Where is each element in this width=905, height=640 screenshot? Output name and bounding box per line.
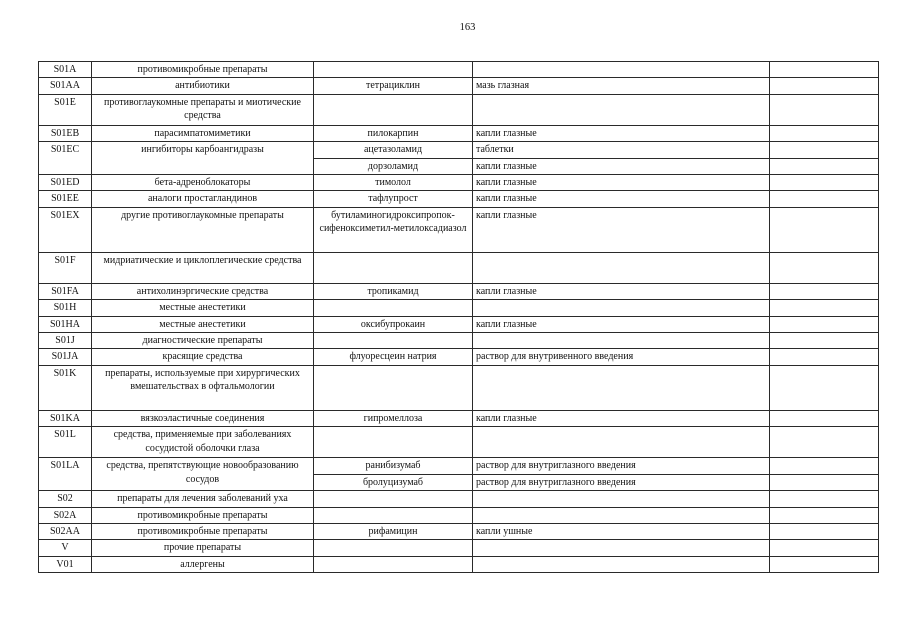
group-name-cell: другие противоглаукомные препараты — [92, 207, 314, 252]
atc-code-cell: S01ED — [39, 175, 92, 191]
inn-cell — [314, 62, 473, 78]
dosage-form-cell — [473, 252, 770, 283]
inn-cell — [314, 333, 473, 349]
inn-cell — [314, 252, 473, 283]
table-row — [39, 283, 879, 299]
dosage-form-cell: таблетки — [473, 142, 770, 158]
empty-cell — [770, 427, 879, 458]
table-row — [39, 349, 879, 365]
inn-cell: ранибизумаб — [314, 458, 473, 474]
group-name-cell: противомикробные препараты — [92, 62, 314, 78]
atc-code-cell: S01AA — [39, 78, 92, 94]
dosage-form-cell: капли глазные — [473, 283, 770, 299]
table-row — [39, 540, 879, 556]
dosage-form-cell — [473, 333, 770, 349]
empty-cell — [770, 491, 879, 507]
empty-cell — [770, 316, 879, 332]
group-name-cell: противоглаукомные препараты и миотические средства — [92, 94, 314, 125]
empty-cell — [770, 556, 879, 572]
table-row — [39, 523, 879, 539]
dosage-form-cell: раствор для внутриглазного введения — [473, 474, 770, 490]
empty-cell — [770, 142, 879, 158]
inn-cell: ацетазоламид — [314, 142, 473, 158]
table-row — [39, 207, 879, 252]
atc-code-cell: S01EX — [39, 207, 92, 252]
group-name-cell: ингибиторы карбоангидразы — [92, 142, 314, 175]
empty-cell — [770, 207, 879, 252]
inn-cell: тропикамид — [314, 283, 473, 299]
atc-code-cell: S01HA — [39, 316, 92, 332]
group-name-cell: противомикробные препараты — [92, 507, 314, 523]
atc-code-cell: S01K — [39, 365, 92, 410]
empty-cell — [770, 458, 879, 474]
atc-code-cell: S01H — [39, 300, 92, 316]
dosage-form-cell — [473, 365, 770, 410]
empty-cell — [770, 125, 879, 141]
group-name-cell: средства, применяемые при заболеваниях сосудистой оболочки глаза — [92, 427, 314, 458]
table-row — [39, 78, 879, 94]
inn-cell: тафлупрост — [314, 191, 473, 207]
atc-code-cell: S01FA — [39, 283, 92, 299]
inn-cell: флуоресцеин натрия — [314, 349, 473, 365]
group-name-cell: аналоги простагландинов — [92, 191, 314, 207]
inn-cell — [314, 365, 473, 410]
dosage-form-cell — [473, 300, 770, 316]
inn-cell: дорзоламид — [314, 158, 473, 174]
page-number: 163 — [459, 22, 476, 33]
empty-cell — [770, 94, 879, 125]
empty-cell — [770, 191, 879, 207]
dosage-form-cell — [473, 540, 770, 556]
empty-cell — [770, 283, 879, 299]
group-name-cell: антибиотики — [92, 78, 314, 94]
inn-cell: оксибупрокаин — [314, 316, 473, 332]
group-name-cell: местные анестетики — [92, 316, 314, 332]
group-name-cell: красящие средства — [92, 349, 314, 365]
dosage-form-cell: капли глазные — [473, 410, 770, 426]
dosage-form-cell: капли глазные — [473, 158, 770, 174]
empty-cell — [770, 252, 879, 283]
inn-cell: пилокарпин — [314, 125, 473, 141]
group-name-cell: бета-адреноблокаторы — [92, 175, 314, 191]
atc-code-cell: S01E — [39, 94, 92, 125]
inn-cell — [314, 94, 473, 125]
group-name-cell: прочие препараты — [92, 540, 314, 556]
atc-code-cell: S01J — [39, 333, 92, 349]
group-name-cell: противомикробные препараты — [92, 523, 314, 539]
atc-code-cell: S01EC — [39, 142, 92, 175]
dosage-form-cell — [473, 491, 770, 507]
table-row — [39, 556, 879, 572]
group-name-cell: местные анестетики — [92, 300, 314, 316]
empty-cell — [770, 523, 879, 539]
dosage-form-cell: капли глазные — [473, 207, 770, 252]
atc-code-cell: S02 — [39, 491, 92, 507]
empty-cell — [770, 410, 879, 426]
table-row — [39, 252, 879, 283]
group-name-cell: вязкоэластичные соединения — [92, 410, 314, 426]
table-row — [39, 125, 879, 141]
dosage-form-cell — [473, 427, 770, 458]
empty-cell — [770, 175, 879, 191]
group-name-cell: препараты для лечения заболеваний уха — [92, 491, 314, 507]
table-row — [39, 491, 879, 507]
atc-code-cell: S01EB — [39, 125, 92, 141]
table-row — [39, 94, 879, 125]
group-name-cell: средства, препятствующие новообразованию сосудов — [92, 458, 314, 491]
group-name-cell: антихолинэргические средства — [92, 283, 314, 299]
dosage-form-cell: мазь глазная — [473, 78, 770, 94]
atc-code-cell: S01JA — [39, 349, 92, 365]
table-row — [39, 142, 879, 158]
empty-cell — [770, 365, 879, 410]
table-row — [39, 410, 879, 426]
inn-cell — [314, 540, 473, 556]
table-row — [39, 365, 879, 410]
dosage-form-cell: капли глазные — [473, 125, 770, 141]
inn-cell: рифамицин — [314, 523, 473, 539]
group-name-cell: парасимпатомиметики — [92, 125, 314, 141]
inn-cell — [314, 491, 473, 507]
atc-code-cell: V — [39, 540, 92, 556]
group-name-cell: диагностические препараты — [92, 333, 314, 349]
atc-code-cell: S01A — [39, 62, 92, 78]
empty-cell — [770, 333, 879, 349]
atc-code-cell: S01L — [39, 427, 92, 458]
empty-cell — [770, 507, 879, 523]
table-row — [39, 191, 879, 207]
dosage-form-cell: раствор для внутривенного введения — [473, 349, 770, 365]
dosage-form-cell: капли ушные — [473, 523, 770, 539]
group-name-cell: мидриатические и циклоплегические средства — [92, 252, 314, 283]
dosage-form-cell — [473, 94, 770, 125]
inn-cell: бролуцизумаб — [314, 474, 473, 490]
inn-cell — [314, 300, 473, 316]
table-row — [39, 427, 879, 458]
table-row — [39, 300, 879, 316]
atc-code-cell: S02A — [39, 507, 92, 523]
empty-cell — [770, 540, 879, 556]
atc-code-cell: S01LA — [39, 458, 92, 491]
empty-cell — [770, 62, 879, 78]
atc-code-cell: S01EE — [39, 191, 92, 207]
table-row — [39, 62, 879, 78]
inn-cell — [314, 556, 473, 572]
inn-cell: гипромеллоза — [314, 410, 473, 426]
inn-cell: бутиламиногидроксипропок-сифеноксиметил-метилоксадиазол — [314, 207, 473, 252]
table-row — [39, 333, 879, 349]
atc-code-cell: S01KA — [39, 410, 92, 426]
inn-cell: тетрациклин — [314, 78, 473, 94]
atc-code-cell: V01 — [39, 556, 92, 572]
inn-cell — [314, 507, 473, 523]
dosage-form-cell: капли глазные — [473, 175, 770, 191]
inn-cell: тимолол — [314, 175, 473, 191]
dosage-form-cell: капли глазные — [473, 316, 770, 332]
atc-code-cell: S01F — [39, 252, 92, 283]
empty-cell — [770, 78, 879, 94]
dosage-form-cell: капли глазные — [473, 191, 770, 207]
table-row — [39, 316, 879, 332]
table-row — [39, 507, 879, 523]
group-name-cell: аллергены — [92, 556, 314, 572]
table-row — [39, 175, 879, 191]
drug-classification-table — [38, 61, 879, 573]
atc-code-cell: S02AA — [39, 523, 92, 539]
empty-cell — [770, 349, 879, 365]
empty-cell — [770, 158, 879, 174]
dosage-form-cell — [473, 556, 770, 572]
group-name-cell: препараты, используемые при хирургических вмешательствах в офтальмологии — [92, 365, 314, 410]
empty-cell — [770, 474, 879, 490]
dosage-form-cell — [473, 62, 770, 78]
inn-cell — [314, 427, 473, 458]
dosage-form-cell: раствор для внутриглазного введения — [473, 458, 770, 474]
dosage-form-cell — [473, 507, 770, 523]
empty-cell — [770, 300, 879, 316]
table-row — [39, 458, 879, 474]
